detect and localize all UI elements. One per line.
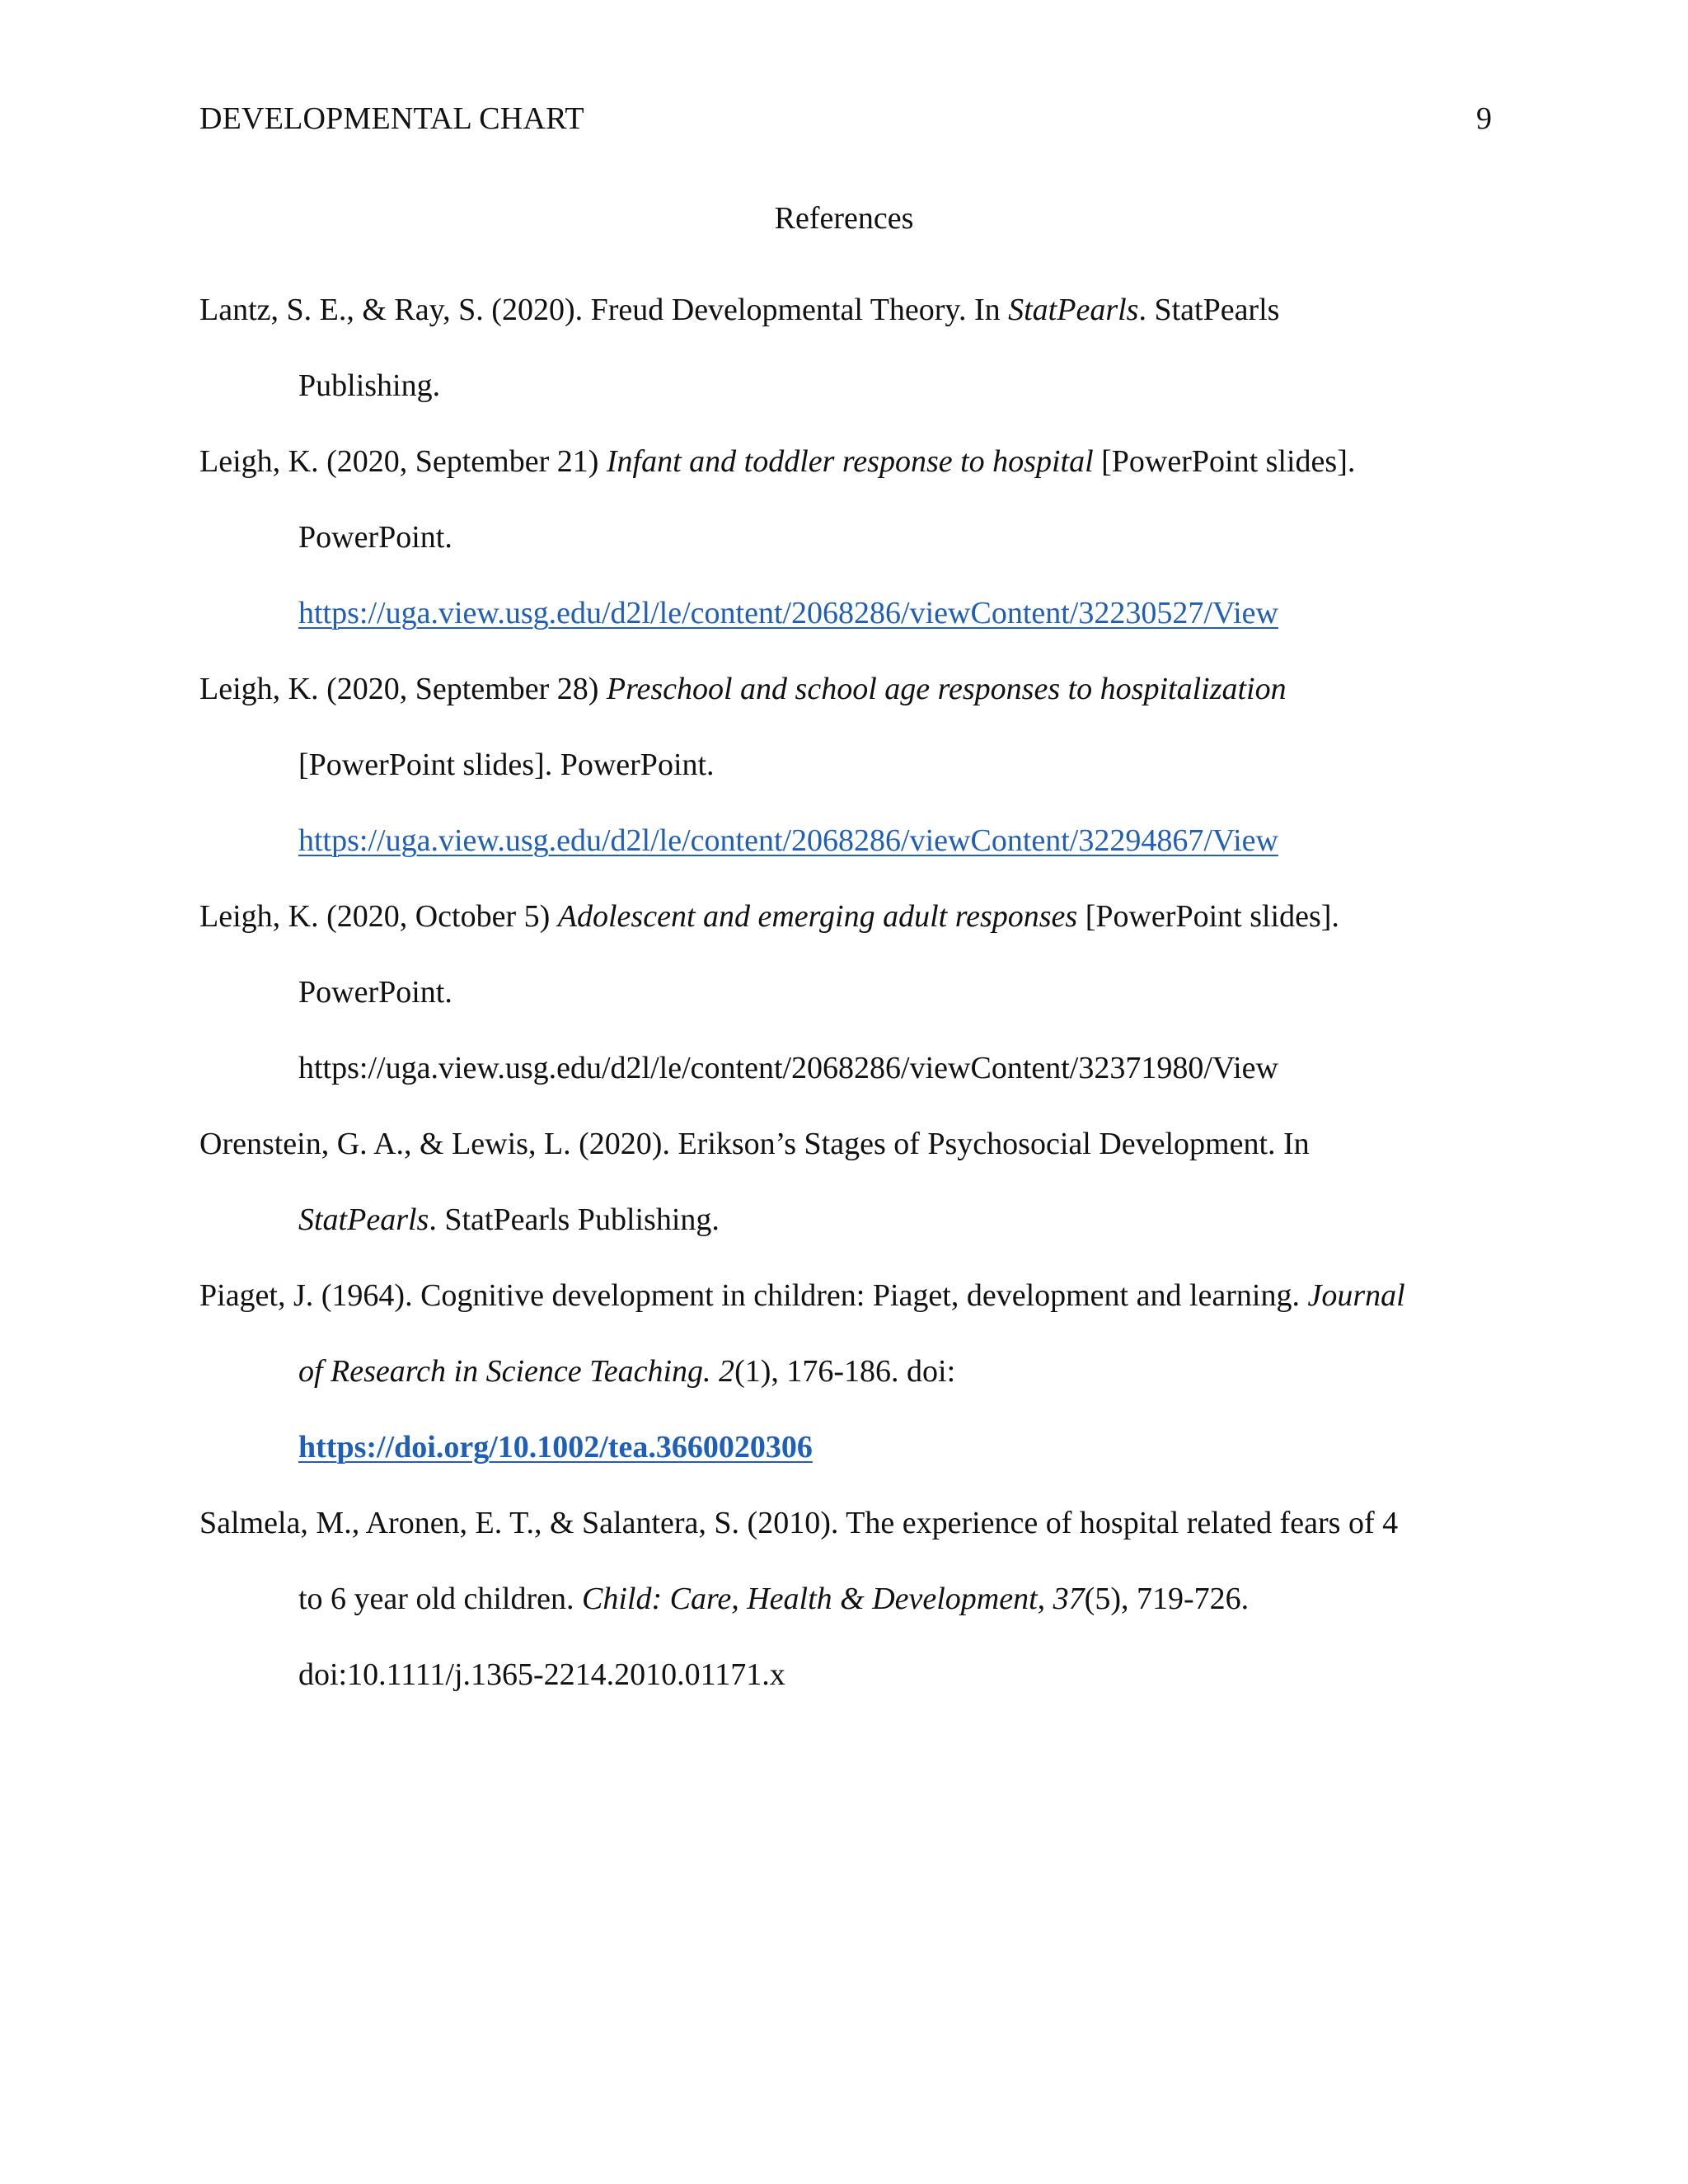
references-heading: References	[774, 201, 914, 236]
reference-url-link[interactable]: https://uga.view.usg.edu/d2l/le/content/2068286/viewContent/32294867/View	[298, 823, 1278, 858]
reference-line: Lantz, S. E., & Ray, S. (2020). Freud Developmental Theory. In StatPearls. StatPearls	[199, 293, 1280, 327]
reference-line: Piaget, J. (1964). Cognitive development in children: Piaget, development and learning. Journal	[199, 1278, 1405, 1313]
running-head: DEVELOPMENTAL CHART	[199, 101, 584, 136]
reference-line: PowerPoint.	[298, 975, 452, 1010]
source-title: StatPearls	[1008, 293, 1139, 327]
reference-url-link[interactable]: https://uga.view.usg.edu/d2l/le/content/2068286/viewContent/32230527/View	[298, 596, 1278, 630]
source-title: StatPearls	[298, 1202, 429, 1237]
source-title: of Research in Science Teaching. 2	[298, 1354, 735, 1389]
reference-line: Salmela, M., Aronen, E. T., & Salantera, S. (2010). The experience of hospital related fears of 4	[199, 1506, 1399, 1540]
source-title: Journal	[1307, 1278, 1405, 1313]
source-title: Adolescent and emerging adult responses	[557, 899, 1078, 934]
reference-line	[298, 803, 1502, 879]
reference-line	[298, 575, 1502, 651]
reference-line: Leigh, K. (2020, October 5) Adolescent and emerging adult responses [PowerPoint slides].	[199, 899, 1339, 934]
reference-line: of Research in Science Teaching. 2(1), 176-186. doi:	[298, 1354, 956, 1389]
source-title: Child: Care, Health & Development, 37	[582, 1582, 1085, 1616]
reference-entry	[199, 1258, 1502, 1485]
reference-line	[298, 1409, 1502, 1485]
reference-line: PowerPoint.	[298, 520, 452, 555]
reference-line: StatPearls. StatPearls Publishing.	[298, 1202, 720, 1237]
reference-line: [PowerPoint slides]. PowerPoint.	[298, 748, 715, 782]
reference-line: Leigh, K. (2020, September 28) Preschool and school age responses to hospitalization	[199, 672, 1287, 706]
reference-entry	[199, 1485, 1502, 1713]
reference-entry	[199, 651, 1502, 879]
reference-line: Publishing.	[298, 368, 441, 403]
reference-entry	[199, 272, 1502, 424]
source-title: Infant and toddler response to hospital	[606, 444, 1094, 479]
reference-line: Orenstein, G. A., & Lewis, L. (2020). Erikson’s Stages of Psychosocial Development. In	[199, 1127, 1310, 1161]
doi-link[interactable]: https://doi.org/10.1002/tea.3660020306	[298, 1430, 813, 1465]
references-list	[199, 272, 1502, 1713]
reference-line: doi:10.1111/j.1365-2214.2010.01171.x	[298, 1657, 785, 1692]
reference-entry	[199, 1106, 1502, 1258]
reference-url-text: https://uga.view.usg.edu/d2l/le/content/2068286/viewContent/32371980/View	[298, 1051, 1278, 1085]
reference-entry	[199, 424, 1502, 651]
page-number: 9	[1476, 101, 1492, 136]
reference-line: Leigh, K. (2020, September 21) Infant and toddler response to hospital [PowerPoint slides].	[199, 444, 1356, 479]
reference-line: to 6 year old children. Child: Care, Health & Development, 37(5), 719-726.	[298, 1582, 1250, 1616]
source-title: Preschool and school age responses to hospitalization	[606, 672, 1287, 706]
reference-entry	[199, 879, 1502, 1106]
